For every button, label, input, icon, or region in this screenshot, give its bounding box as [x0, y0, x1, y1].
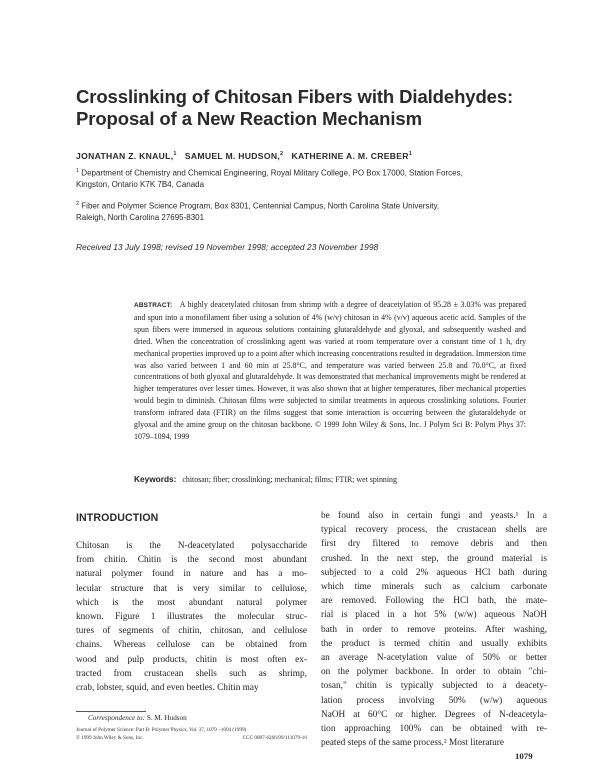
journal-citation	[76, 727, 307, 743]
keywords-text: chitosan; fiber; crosslinking; mechanical; films; FTIR; wet spinning	[182, 475, 397, 484]
text-line: tracted from crustacean shells such as shrimp,	[76, 668, 307, 679]
section-heading: INTRODUCTION	[76, 512, 159, 524]
text-line: which time minerals such as calcium carbonate	[321, 582, 547, 593]
right-column-text	[321, 509, 547, 750]
page-number: 1079	[515, 751, 533, 761]
correspondence-name: S. M. Hudson	[146, 714, 187, 722]
text-line: NaOH at 60°C or higher. Degrees of N-deacetyla-	[321, 709, 547, 720]
text-line: crushed. In the next step, the ground material is	[321, 553, 547, 564]
author-name: SAMUEL M. HUDSON,	[184, 151, 281, 161]
keywords	[134, 474, 526, 484]
left-column-text	[76, 539, 307, 695]
text-line: tures of segments of chitin, chitosan, and cellulose	[76, 626, 307, 637]
correspondence-label: Correspondence to:	[88, 714, 146, 722]
received-dates: Received 13 July 1998; revised 19 November 1998; accepted 23 November 1998	[76, 242, 379, 252]
text-line: peated steps of the same process.² Most literature	[321, 738, 504, 749]
text-line: subjected to a cold 2% aqueous HCl bath during	[321, 567, 547, 578]
affiliation-line: Raleigh, North Carolina 27695-8301	[76, 213, 205, 223]
affiliation	[76, 166, 526, 191]
author-list	[76, 151, 412, 161]
text-line: be found also in certain fungi and yeasts.¹ In a	[321, 511, 547, 521]
article-title	[76, 86, 546, 130]
title-line: Crosslinking of Chitosan Fibers with Dialdehydes:	[76, 86, 514, 107]
text-line: wood and pulp products, chitin is most often ex-	[76, 654, 307, 665]
text-line: lecular structure that is very similar to cellulose,	[76, 583, 307, 594]
text-line: on the polymer backbone. In order to obtain "chi-	[321, 667, 547, 678]
author-affiliation-mark: 1	[173, 151, 177, 158]
author-affiliation-mark: 1	[408, 151, 413, 158]
text-line: first dry filtered to remove debris and then	[321, 539, 547, 550]
text-line: an average N-acetylation value of 50% or better	[321, 653, 547, 664]
text-line: tion approaching 100% can be obtained with re-	[321, 724, 547, 735]
title-line: Proposal of a New Reaction Mechanism	[76, 108, 422, 129]
abstract	[134, 299, 526, 443]
author-name: KATHERINE A. M. CREBER	[291, 151, 409, 161]
text-line: crab, lobster, squid, and even beetles. Chitin may	[76, 683, 259, 694]
affiliation-line: Department of Chemistry and Chemical Engineering, Royal Military College, PO Box 17000, Station Forces,	[81, 168, 463, 178]
journal-line: Journal of Polymer Science: Part B: Polymer Physics, Vol. 37, 1079 –1094 (1999)	[76, 727, 247, 733]
text-line: natural polymer found in nature and has a mo-	[76, 569, 307, 580]
author-name: JONATHAN Z. KNAUL,	[76, 151, 174, 161]
affiliation-line: Kingston, Ontario K7K 7B4, Canada	[76, 180, 205, 190]
ccc-code: CCC 0887-6266/99/111079-16	[242, 734, 307, 741]
text-line: typical recovery process, the crustacean shells are	[321, 525, 547, 536]
footnote-rule	[76, 711, 146, 712]
correspondence-note	[88, 714, 187, 722]
affiliation-line: Fiber and Polymer Science Program, Box 8301, Centennial Campus, North Carolina State University,	[81, 201, 440, 211]
text-line: the product is termed chitin and usually exhibits	[321, 638, 547, 649]
text-line: known. Figure 1 illustrates the molecular struc-	[76, 612, 307, 623]
text-line: which is the most abundant natural polymer	[76, 597, 307, 608]
text-line: from chitin. Chitin is the second most abundant	[76, 555, 307, 566]
author-affiliation-mark: 2	[280, 151, 284, 158]
text-line: Chitosan is the N-deacetylated polysaccharide	[76, 541, 307, 551]
affiliation	[76, 199, 526, 224]
text-line: tosan," chitin is typically subjected to a deacety-	[321, 681, 547, 692]
text-line: lation process involving 50% (w/w) aqueous	[321, 695, 547, 706]
text-line: rial is placed in a hot 5% (w/w) aqueous NaOH	[321, 610, 547, 621]
copyright-line: © 1999 John Wiley & Sons, Inc.	[76, 734, 144, 741]
text-line: chains. Whereas cellulose can be obtained from	[76, 640, 307, 651]
keywords-label: Keywords:	[134, 474, 177, 484]
text-line: bath in order to remove proteins. After washing,	[321, 624, 547, 635]
abstract-label: ABSTRACT:	[134, 302, 173, 309]
affiliation-mark: 2	[76, 201, 80, 207]
abstract-text: A highly deacetylated chitosan from shrimp with a degree of deacetylation of 95.28 ± 3.03% was prepared and spun into a monofilament fiber using a solution of 4% (w/v) chitosan in 4% (v/v) aqueous acetic acid. Samples of the spun fibers were immersed in aqueous solutions containing glutaraldehyde and glyoxal, and subsequently washed and dried. When the concentration of crosslinking agent was varied at room temperature over a constant time of 1 h, dry mechanical properties improved up to a point after which increasing concentrations resulted in degradation. Immersion time was also varied between 1 and 60 min at 25.8°C, and temperature was varied between 25.8 and 70.0°C, at fixed concentrations of both glyoxal and glutaraldehyde. It was demonstrated that mechanical improvements might be rendered at higher temperatures over lesser times. However, it was also shown that at higher temperatures, fiber mechanical properties would begin to diminish. Chitosan films were subjected to similar treatments in aqueous crosslinking solutions. Fourier transform infrared data (FTIR) on the films suggest that some interaction is occurring between the glutaraldehyde or glyoxal and the amine group on the chitosan backbone. © 1999 John Wiley & Sons, Inc. J Polym Sci B: Polym Phys 37: 1079–1094, 1999	[134, 300, 526, 441]
text-line: are removed. Following the HCl bath, the mate-	[321, 596, 547, 607]
affiliation-mark: 1	[76, 168, 80, 174]
